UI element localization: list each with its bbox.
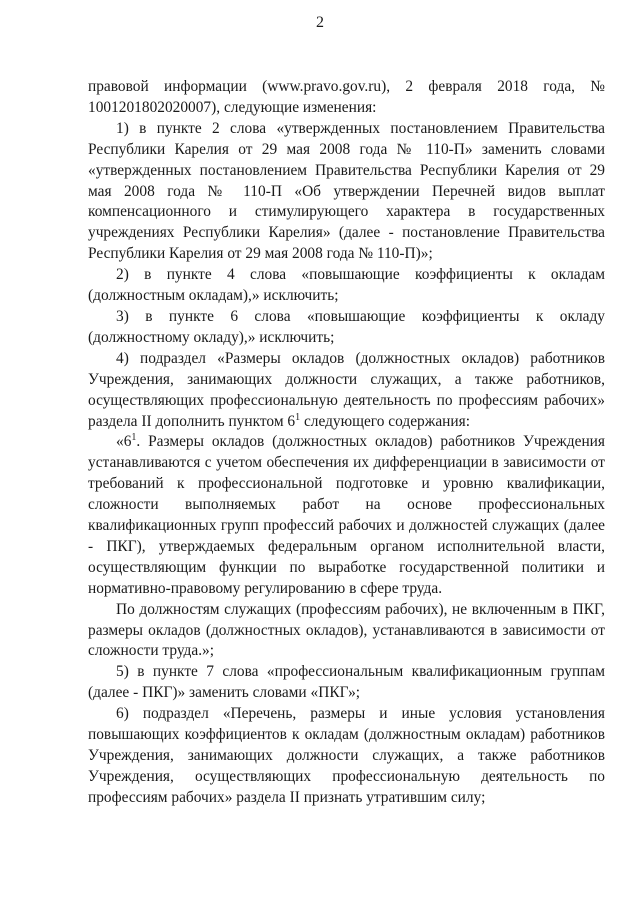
- paragraph-non-pkg: По должностям служащих (профессиям рабочих), не включенным в ПКГ, размеры окладов (должностных окладов), устанавливаются в зависимости от сложности труда.»;: [88, 600, 605, 660]
- paragraph-item-2: 2) в пункте 4 слова «повышающие коэффициенты к окладам (должностным окладам),» исключить;: [88, 266, 605, 305]
- paragraph-intro-continuation: правовой информации (www.pravo.gov.ru), 2 февраля 2018 года, № 1001201802020007), следующие изменения:: [88, 78, 605, 116]
- paragraph-item-1: 1) в пункте 2 слова «утвержденных постановлением Правительства Республики Карелия от 29 мая 2008 года № 110-П» заменить словами «утвержденных постановлением Правительства Республики Карелия от 29 мая 2008 года № 110-П «Об утверждении Перечней видов выплат компенсационного и стимулирующего характера в государственных учреждениях Республики Карелия» (далее - постановление Правительства Республики Карелия от 29 мая 2008 года № 110-П)»;: [88, 119, 605, 263]
- paragraph-item-5: 5) в пункте 7 слова «профессиональным квалификационным группам (далее - ПКГ)» заменить словами «ПКГ»;: [88, 663, 605, 702]
- paragraph-item-6: 6) подраздел «Перечень, размеры и иные условия установления повышающих коэффициентов к окладам (должностным окладам) работников Учреждения, занимающих должности служащих, а также работников Учреждения, осуществляющих профессиональную деятельность по профессиям рабочих» раздела II признать утратившим силу;: [88, 705, 605, 806]
- paragraph-point-6-1: «$6^1$. Размеры окладов (должностных окладов) работников Учреждения устанавливаются с учетом обеспечения их дифференциации в зависимости от требований к профессиональной подготовке и уровню квалификации, сложности выполняемых работ на основе профессиональных квалификационных групп профессий рабочих и должностей служащих (далее - ПКГ), утверждаемых федеральным органом исполнительной власти, осуществляющим функции по выработке государственной политики и нормативно-правовому регулированию в сфере труда.: [88, 432, 605, 597]
- document-body: [88, 77, 605, 809]
- paragraph-item-4: 4) подраздел «Размеры окладов (должностных окладов) работников Учреждения, занимающих должности служащих, а также работников, осуществляющих профессиональную деятельность по профессиям рабочих» раздела II дополнить пунктом $6^1$ следующего содержания:: [88, 349, 605, 430]
- page-number: 2: [316, 14, 324, 31]
- paragraph-item-3: 3) в пункте 6 слова «повышающие коэффициенты к окладу (должностному окладу),» исключить;: [88, 307, 605, 346]
